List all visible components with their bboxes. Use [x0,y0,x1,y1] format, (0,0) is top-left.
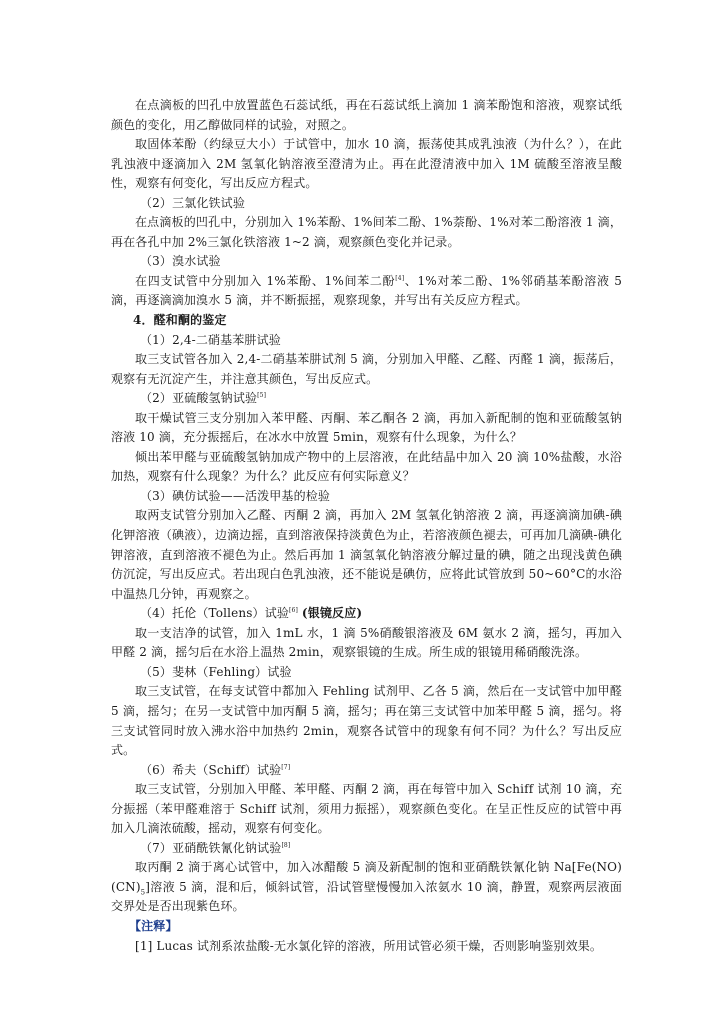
subsection-ferric-chloride-title: （2）三氯化铁试验 [140,195,245,210]
reference-8: [8] [281,841,291,849]
test2-title-text: （2）亚硫酸氢钠试验 [140,391,258,406]
test5-title: （5）斐林（Fehling）试验 [140,664,292,679]
paragraph-fehling-test: 取三支试管，在每支试管中都加入 Fehling 试剂甲、乙各 5 滴，然后在一支试管中加甲醛 5 滴，摇匀；在另一支试管中加丙酮 5 滴，摇匀；再在第三支试管中加苯甲醛 5 滴，摇匀。将三支试管同时放入沸水浴中加热约 2min，观察各试管中的现象有何不同？为什么？写出反应式。 [111,684,622,758]
paragraph-nitroprusside-test [111,858,622,917]
paragraph-phenol-emulsion: 取固体苯酚（约绿豆大小）于试管中，加水 10 滴，振荡使其成乳浊液（为什么？），在此乳浊液中逐滴加入 2M 氢氧化钠溶液至澄清为止。再在此澄清液中加入 1M 硫酸至溶液呈酸性，观察有何变化，写出反应方程式。 [111,137,622,191]
paragraph-bromine-water [111,272,622,311]
test7-title [111,839,622,859]
paragraph-schiff-test: 取三支试管，分别加入甲醛、苯甲醛、丙酮 2 滴，再在每管中加入 Schiff 试剂 10 滴，充分振摇（苯甲醛难溶于 Schiff 试剂，须用力振摇），观察颜色变化。在呈正性反应的试管中再加入几滴浓硫酸，摇动，观察有何变化。 [111,782,622,836]
paragraph-bromine-water-part1: 在四支试管中分别加入 1%苯酚、1%间苯二酚 [135,273,396,288]
paragraph-bisulfite-test: 取干燥试管三支分别加入苯甲醛、丙酮、苯乙酮各 2 滴，再加入新配制的饱和亚硫酸氢钠溶液 10 滴，充分振摇后，在冰水中放置 5min，观察有什么现象，为什么？ [111,410,622,445]
reference-6: [6] [289,607,298,615]
paragraph-iodoform-test: 取两支试管分别加入乙醛、丙酮 2 滴，再加入 2M 氢氧化钠溶液 2 滴，再逐滴滴加碘-碘化钾溶液（碘液），边滴边摇，直到溶液保持淡黄色为止，若溶液颜色褪去，可再加几滴碘-碘化钾溶液，直到溶液不褪色为止。然后再加 1 滴氢氧化钠溶液分解过量的碘，随之出现浅黄色碘仿沉淀，写出反应式。若出现白色乳浊液，还不能说是碘仿，应将此试管放到 50~60°C的水浴中温热几分钟，再观察之。 [111,508,622,601]
notes-title: 【注释】 [129,918,178,933]
reference-5: [5] [257,392,267,400]
paragraph-bromine-water-part2: 、1%对苯二酚、1%邻硝基苯酚溶液 5 滴，再逐滴滴加溴水 5 滴，并不断振摇，观察现象，并写出有关反应方程式。 [111,273,622,308]
subsection-bromine-water-title: （3）溴水试验 [140,254,221,269]
paragraph-dnph-test: 取三支试管各加入 2,4-二硝基苯肼试剂 5 滴，分别加入甲醛、乙醛、丙醛 1 滴，振荡后，观察有无沉淀产生，并注意其颜色，写出反应式。 [111,352,622,386]
paragraph-ferric-chloride: 在点滴板的凹孔中，分别加入 1%苯酚、1%间苯二酚、1%萘酚、1%对苯二酚溶液 1 滴，再在各孔中加 2%三氯化铁溶液 1~2 滴，观察颜色变化并记录。 [111,215,622,249]
test1-title: （1）2,4-二硝基苯肼试验 [140,332,281,347]
document-page [111,96,622,956]
test4-title [111,604,622,624]
section-heading-aldehyde-ketone: 4．醛和酮的鉴定 [133,313,227,328]
paragraph-litmus-test: 在点滴板的凹孔中放置蓝色石蕊试纸，再在石蕊试纸上滴加 1 滴苯酚饱和溶液，观察试纸颜色的变化，用乙醇做同样的试验，对照之。 [111,98,622,132]
paragraph-nitroprusside-part2: ]溶液 5 滴，混和后，倾斜试管，沿试管壁慢慢加入浓氨水 10 滴，静置，观察两层液面交界处是否出现紫色环。 [111,879,622,914]
subscript-5: 5 [140,888,146,897]
test2-title [111,389,622,409]
test6-title [111,761,622,781]
test4-title-silver-mirror: (银镜反应) [301,606,363,621]
note-1: [1] Lucas 试剂系浓盐酸-无水氯化锌的溶液，所用试管必须干燥，否则影响鉴别效果。 [135,938,603,953]
paragraph-tollens-test: 取一支洁净的试管，加入 1mL 水，1 滴 5%硝酸银溶液及 6M 氨水 2 滴，摇匀，再加入甲醛 2 滴，摇匀后在水浴上温热 2min，观察银镜的生成。所生成的银镜用稀硝酸洗涤。 [111,625,622,660]
paragraph-nitroprusside-part1: 取丙酮 2 滴于离心试管中，加入冰醋酸 5 滴及新配制的饱和亚硝酰铁氰化钠 Na[Fe(NO)(CN) [111,860,622,894]
reference-4: [4] [395,274,405,282]
paragraph-bisulfite-hydrolysis: 倾出苯甲醛与亚硫酸氢钠加成产物中的上层溶液，在此结晶中加入 20 滴 10%盐酸，水浴加热，观察有什么现象？为什么？此反应有何实际意义？ [111,449,622,484]
test7-title-text: （7）亚硝酰铁氰化钠试验 [140,840,282,855]
test3-title: （3）碘仿试验——活泼甲基的检验 [140,488,331,503]
reference-7: [7] [281,763,291,771]
test4-title-text: （4）托伦（Tollens）试验 [140,606,289,621]
test6-title-text: （6）希夫（Schiff）试验 [140,762,282,777]
